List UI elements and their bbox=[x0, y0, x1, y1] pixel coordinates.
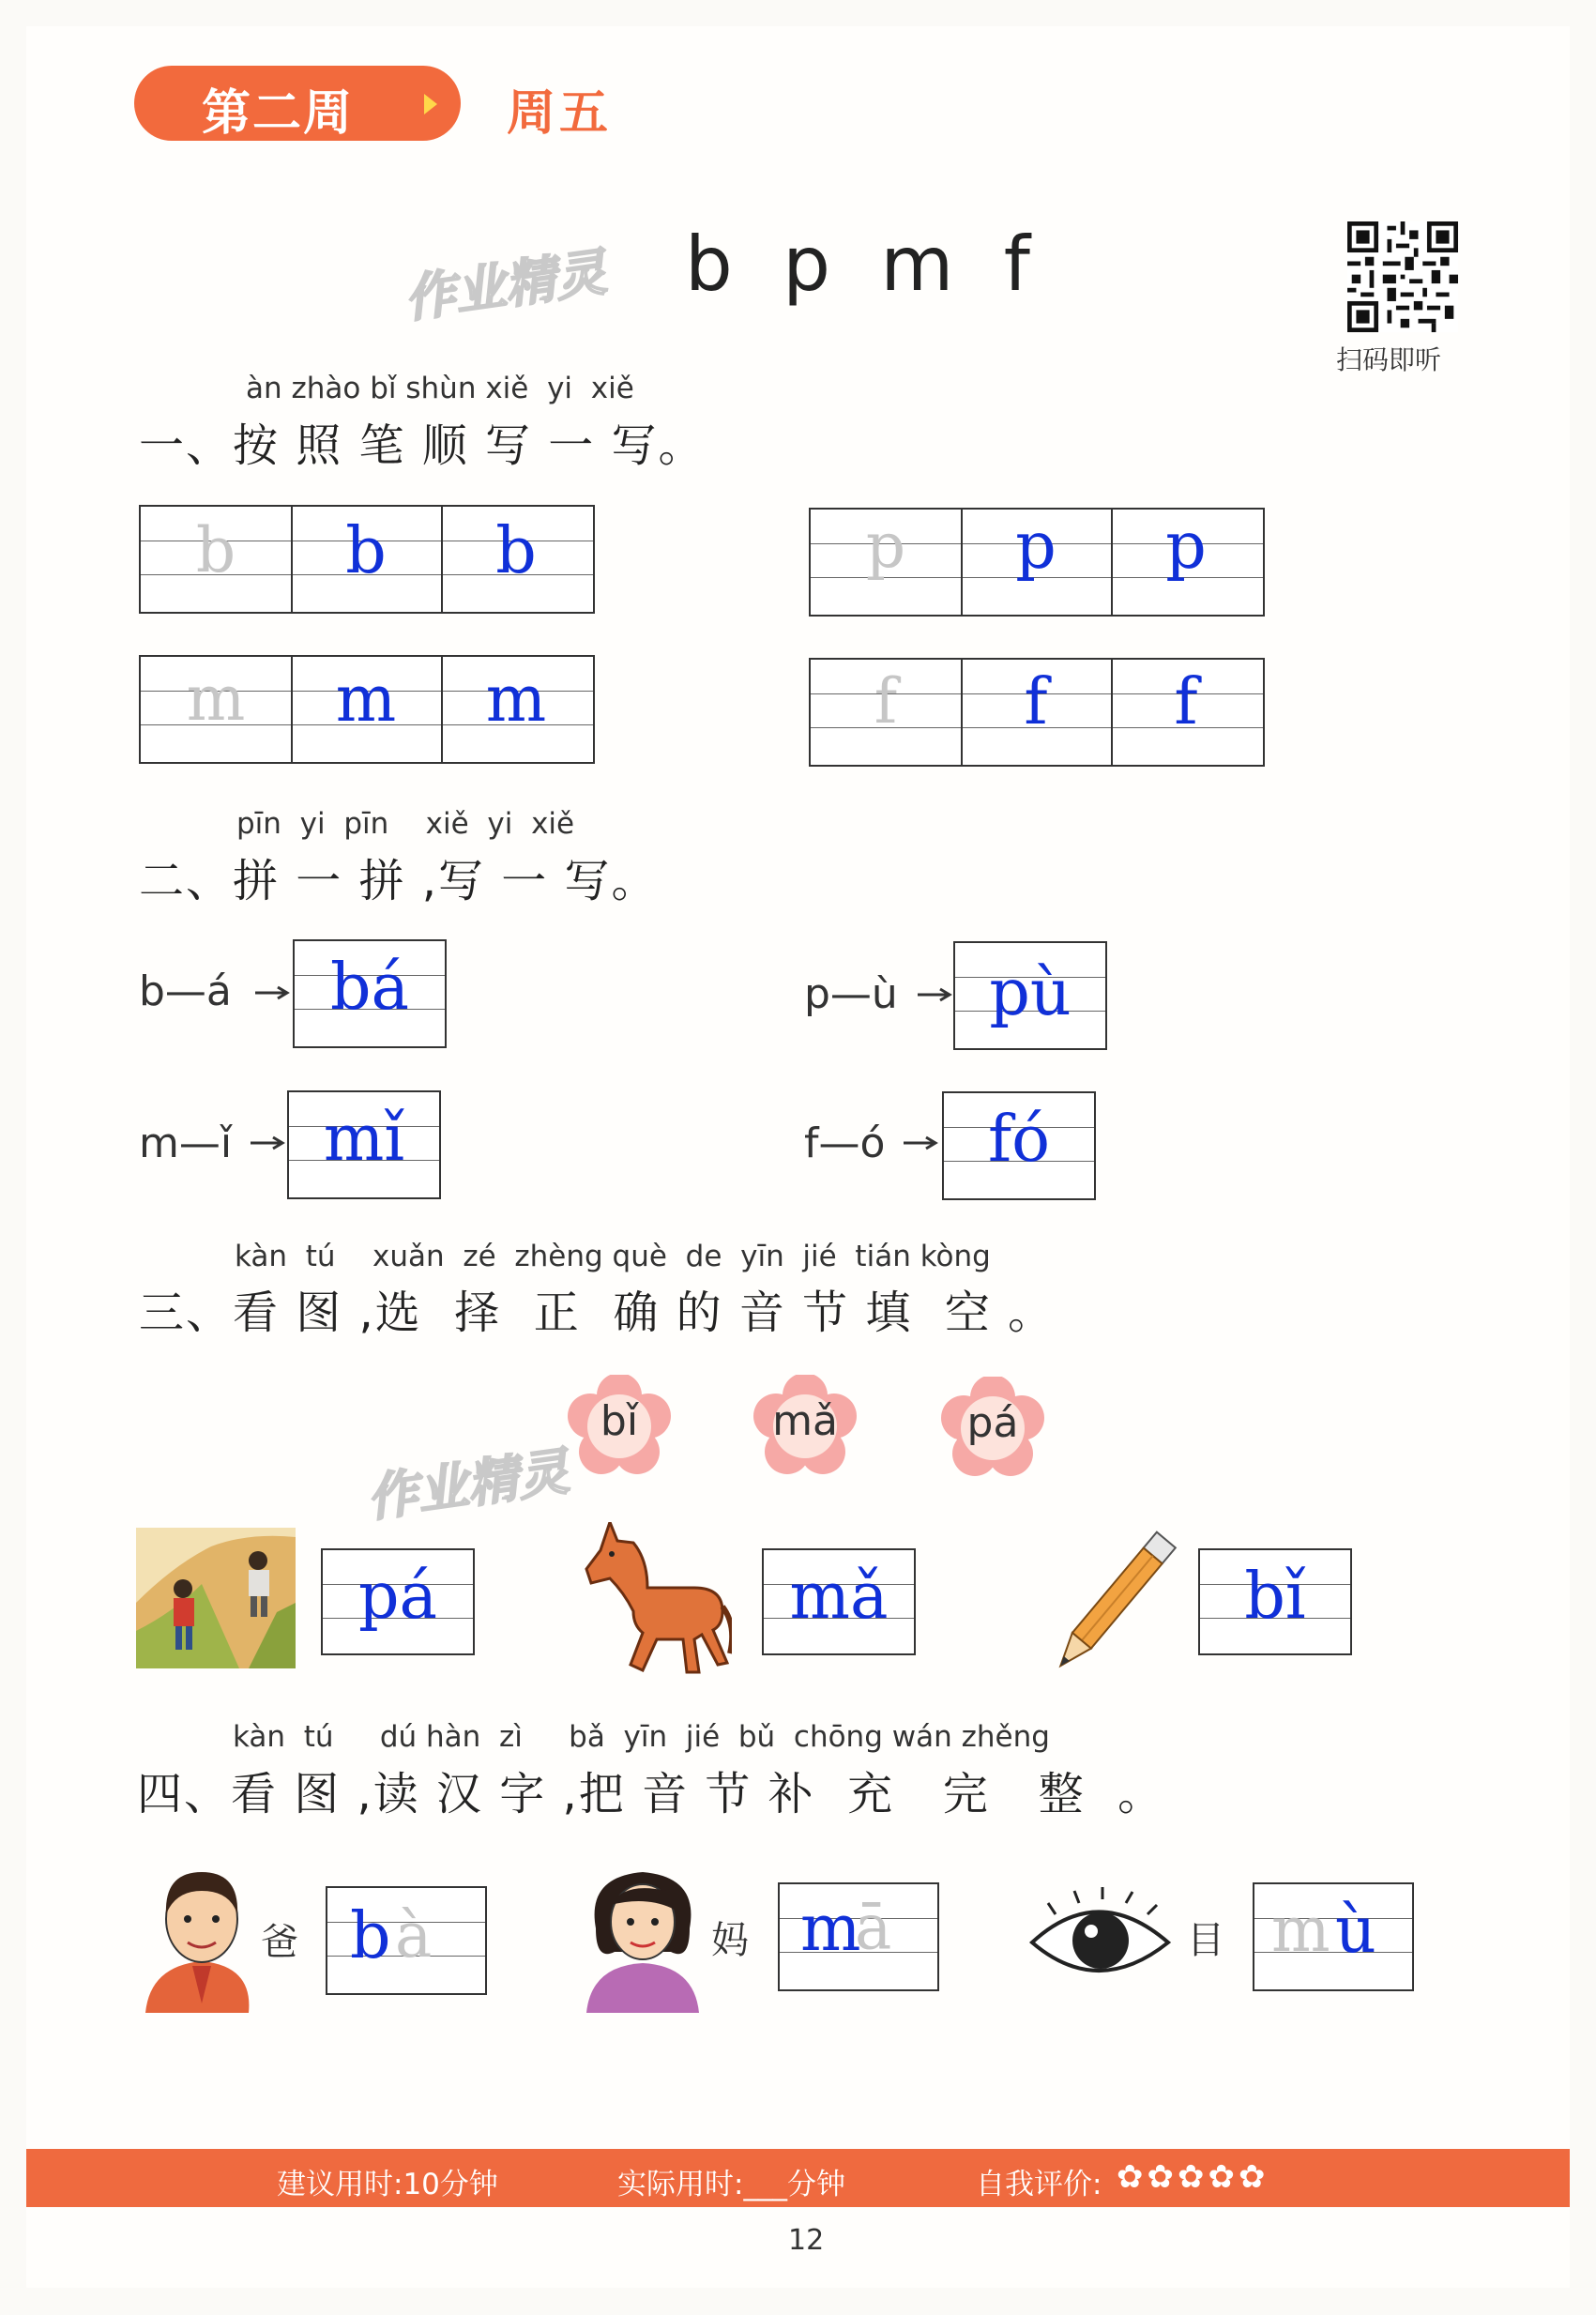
qr-label: 扫码即听 bbox=[1336, 344, 1442, 375]
spelling-prompt: b—á bbox=[139, 967, 232, 1015]
stroke-order-guide: f bbox=[874, 665, 898, 738]
given-final: ā bbox=[855, 1892, 892, 1964]
answer-letter: b bbox=[345, 514, 387, 588]
arrow-right-icon bbox=[255, 985, 293, 1000]
section2-pinyin: pīn yi pīn xiě yi xiě bbox=[236, 807, 575, 841]
writing-grid-m bbox=[139, 655, 595, 764]
hanzi-character: 目 bbox=[1187, 1919, 1224, 1962]
syllable-choice-flower bbox=[753, 1375, 857, 1478]
stroke-order-guide: p bbox=[865, 510, 906, 582]
stroke-order-guide: b bbox=[195, 514, 236, 586]
rating-flowers-icon[interactable]: ✿✿✿✿✿ bbox=[1117, 2158, 1269, 2196]
answer-letter: m bbox=[485, 663, 547, 737]
answer-syllable: mǐ bbox=[323, 1102, 405, 1176]
answer-syllable: mǎ bbox=[789, 1560, 889, 1634]
section2-heading: 二、拼 一 拼 ,写 一 写。 bbox=[139, 855, 659, 907]
page-number: 12 bbox=[788, 2224, 825, 2257]
answer-syllable: fó bbox=[987, 1103, 1051, 1177]
eye-picture bbox=[1027, 1886, 1173, 1989]
answer-syllable: bǐ bbox=[1244, 1560, 1306, 1634]
writing-grid-b bbox=[139, 505, 595, 614]
given-initial: m bbox=[1271, 1894, 1330, 1966]
answer-box bbox=[953, 941, 1107, 1050]
section4-heading: 四、看 图 ,读 汉 字 ,把 音 节 补 充 完 整 。 bbox=[137, 1768, 1165, 1820]
answer-box bbox=[1253, 1882, 1414, 1991]
horse-picture bbox=[582, 1522, 732, 1682]
page-title: b p m f bbox=[685, 221, 1043, 308]
day-label: 周五 bbox=[507, 85, 613, 142]
hanzi-character: 妈 bbox=[711, 1919, 749, 1962]
answer-letter: b bbox=[495, 514, 537, 588]
actual-time: 实际用时:___分钟 bbox=[617, 2168, 845, 2201]
answer-final: ù bbox=[1335, 1894, 1376, 1968]
arrow-right-icon bbox=[424, 94, 437, 114]
syllable-choice-flower bbox=[941, 1377, 1044, 1480]
answer-box bbox=[326, 1886, 487, 1995]
answer-letter: f bbox=[1024, 665, 1048, 739]
arrow-right-icon bbox=[251, 1135, 288, 1150]
answer-letter: p bbox=[1015, 510, 1056, 584]
answer-box bbox=[321, 1548, 475, 1655]
answer-syllable: pá bbox=[357, 1560, 438, 1634]
spelling-prompt: p—ù bbox=[804, 970, 898, 1018]
choice-label: mǎ bbox=[772, 1397, 838, 1445]
answer-letter: f bbox=[1174, 665, 1198, 739]
father-picture bbox=[145, 1863, 258, 2013]
hanzi-character: 爸 bbox=[261, 1921, 298, 1964]
writing-grid-f bbox=[809, 658, 1265, 767]
section3-heading: 三、看 图 ,选 择 正 确 的 音 节 填 空 。 bbox=[139, 1287, 1056, 1339]
arrow-right-icon bbox=[918, 987, 955, 1002]
answer-box bbox=[942, 1091, 1096, 1200]
answer-initial: b bbox=[350, 1899, 391, 1973]
answer-letter: m bbox=[335, 663, 397, 737]
spelling-prompt: m—ǐ bbox=[139, 1119, 233, 1167]
choice-label: bǐ bbox=[600, 1397, 639, 1445]
answer-initial: m bbox=[800, 1892, 861, 1966]
stroke-order-guide: m bbox=[186, 663, 246, 735]
section3-pinyin: kàn tú xuǎn zé zhèng què de yīn jié tián kòng bbox=[235, 1240, 991, 1273]
answer-box bbox=[1198, 1548, 1352, 1655]
climbing-mountain-picture bbox=[136, 1528, 296, 1668]
answer-box bbox=[778, 1882, 939, 1991]
self-evaluation-label: 自我评价: bbox=[976, 2168, 1102, 2201]
choice-label: pá bbox=[966, 1399, 1019, 1447]
syllable-choice-flower bbox=[568, 1375, 671, 1478]
answer-syllable: bá bbox=[329, 951, 410, 1025]
spelling-prompt: f—ó bbox=[804, 1119, 886, 1167]
answer-box bbox=[762, 1548, 916, 1655]
answer-syllable: pù bbox=[989, 956, 1072, 1030]
section1-heading: 一、按 照 笔 顺 写 一 写。 bbox=[139, 419, 706, 472]
qr-code-icon[interactable] bbox=[1346, 221, 1459, 332]
writing-grid-p bbox=[809, 508, 1265, 617]
pencil-picture bbox=[1041, 1520, 1182, 1689]
mother-picture bbox=[582, 1858, 704, 2013]
arrow-right-icon bbox=[904, 1135, 941, 1150]
answer-letter: p bbox=[1165, 510, 1207, 584]
watermark-logo: 作业精灵 bbox=[363, 1441, 572, 1529]
given-final: à bbox=[395, 1899, 433, 1972]
section4-pinyin: kàn tú dú hàn zì bǎ yīn jié bǔ chōng wán zhěng bbox=[233, 1720, 1050, 1754]
suggested-time: 建议用时:10分钟 bbox=[277, 2168, 498, 2201]
week-label: 第二周 bbox=[202, 85, 355, 142]
answer-box bbox=[287, 1090, 441, 1199]
section1-pinyin: àn zhào bǐ shùn xiě yi xiě bbox=[246, 372, 634, 405]
answer-box bbox=[293, 939, 447, 1048]
watermark-logo: 作业精灵 bbox=[401, 242, 610, 329]
